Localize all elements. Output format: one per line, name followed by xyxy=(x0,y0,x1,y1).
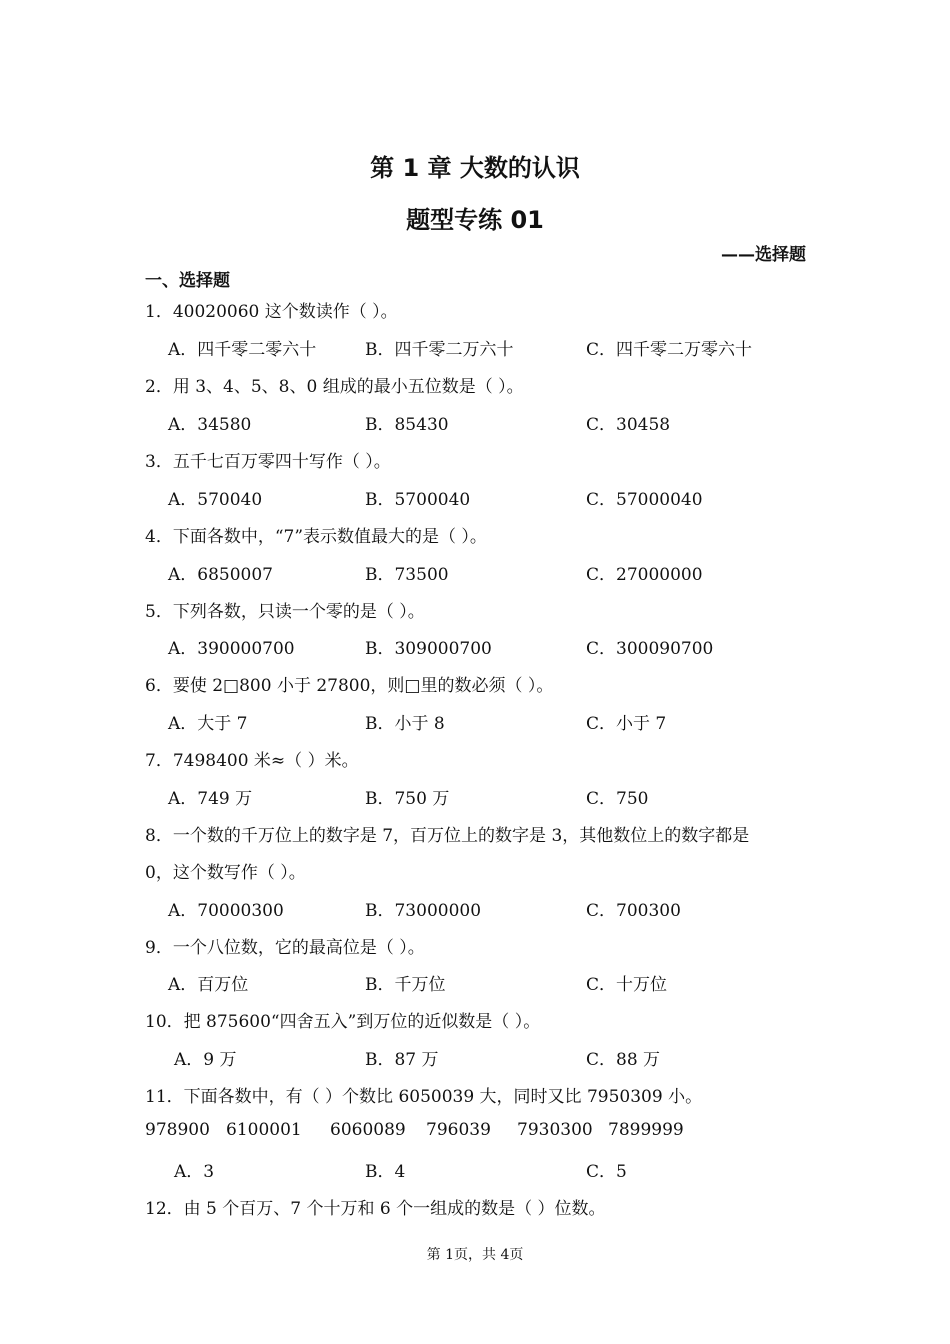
question-4-option-b: B．73500 xyxy=(365,565,449,585)
question-4-option-a: A．6850007 xyxy=(168,565,273,585)
question-9: 9．一个八位数，它的最高位是（ ）。 xyxy=(145,938,425,958)
exercise-title: 题型专练 01 xyxy=(406,206,544,234)
question-8-option-b: B．73000000 xyxy=(365,901,482,921)
question-5-option-c: C．300090700 xyxy=(586,639,714,659)
question-9-option-c: C．十万位 xyxy=(586,975,668,995)
question-4: 4．下面各数中，“7”表示数值最大的是（ ）。 xyxy=(145,527,487,547)
question-3-option-a: A．570040 xyxy=(168,490,263,510)
question-10-option-c: C．88 万 xyxy=(586,1050,661,1070)
question-11-option-a: A．3 xyxy=(174,1162,215,1182)
question-7: 7．7498400 米≈（ ）米。 xyxy=(145,751,359,771)
question-5: 5．下列各数，只读一个零的是（ ）。 xyxy=(145,602,425,622)
question-7-option-b: B．750 万 xyxy=(365,789,450,809)
question-11-option-c: C．5 xyxy=(586,1162,627,1182)
question-7-option-c: C．750 xyxy=(586,789,649,809)
number-list-item: 6100001 xyxy=(226,1120,302,1140)
number-list-item: 7930300 xyxy=(517,1120,593,1140)
question-7-option-a: A．749 万 xyxy=(168,789,253,809)
question-2: 2．用 3、4、5、8、0 组成的最小五位数是（ ）。 xyxy=(145,377,524,397)
question-3: 3．五千七百万零四十写作（ ）。 xyxy=(145,452,391,472)
question-2-option-a: A．34580 xyxy=(168,415,252,435)
question-11-option-b: B．4 xyxy=(365,1162,406,1182)
question-10-option-a: A．9 万 xyxy=(174,1050,237,1070)
question-6-option-c: C．小于 7 xyxy=(586,714,667,734)
question-10: 10．把 875600“四舍五入”到万位的近似数是（ ）。 xyxy=(145,1012,541,1032)
page-footer: 第 1页，共 4页 xyxy=(426,1247,524,1263)
question-8-option-a: A．70000300 xyxy=(168,901,284,921)
question-6-option-b: B．小于 8 xyxy=(365,714,445,734)
number-list-item: 7899999 xyxy=(608,1120,684,1140)
question-1: 1．40020060 这个数读作（ ）。 xyxy=(145,302,398,322)
question-4-option-c: C．27000000 xyxy=(586,565,703,585)
number-list-item: 978900 xyxy=(145,1120,210,1140)
question-3-option-b: B．5700040 xyxy=(365,490,471,510)
question-5-option-b: B．309000700 xyxy=(365,639,492,659)
question-8-option-c: C．700300 xyxy=(586,901,681,921)
number-list-item: 6060089 xyxy=(330,1120,406,1140)
question-9-option-b: B．千万位 xyxy=(365,975,446,995)
question-5-option-a: A．390000700 xyxy=(168,639,295,659)
question-8: 8．一个数的千万位上的数字是 7，百万位上的数字是 3，其他数位上的数字都是 xyxy=(145,826,750,846)
question-11: 11．下面各数中，有（ ）个数比 6050039 大，同时又比 7950309 小。 xyxy=(145,1087,703,1107)
question-2-option-b: B．85430 xyxy=(365,415,449,435)
question-1-option-a: A．四千零二零六十 xyxy=(168,340,317,360)
section-heading: 一、选择题 xyxy=(145,271,230,291)
question-3-option-c: C．57000040 xyxy=(586,490,703,510)
question-type-label: ——选择题 xyxy=(721,245,806,265)
question-12: 12．由 5 个百万、7 个十万和 6 个一组成的数是（ ）位数。 xyxy=(145,1199,606,1219)
question-1-option-b: B．四千零二万六十 xyxy=(365,340,514,360)
chapter-title: 第 1 章 大数的认识 xyxy=(370,154,580,182)
question-10-option-b: B．87 万 xyxy=(365,1050,439,1070)
number-list-item: 796039 xyxy=(426,1120,491,1140)
question-6-option-a: A．大于 7 xyxy=(168,714,248,734)
question-6: 6．要使 2□800 小于 27800，则□里的数必须（ ）。 xyxy=(145,676,554,696)
question-9-option-a: A．百万位 xyxy=(168,975,249,995)
question-8-continued: 0，这个数写作（ ）。 xyxy=(145,863,306,883)
question-2-option-c: C．30458 xyxy=(586,415,671,435)
question-1-option-c: C．四千零二万零六十 xyxy=(586,340,753,360)
